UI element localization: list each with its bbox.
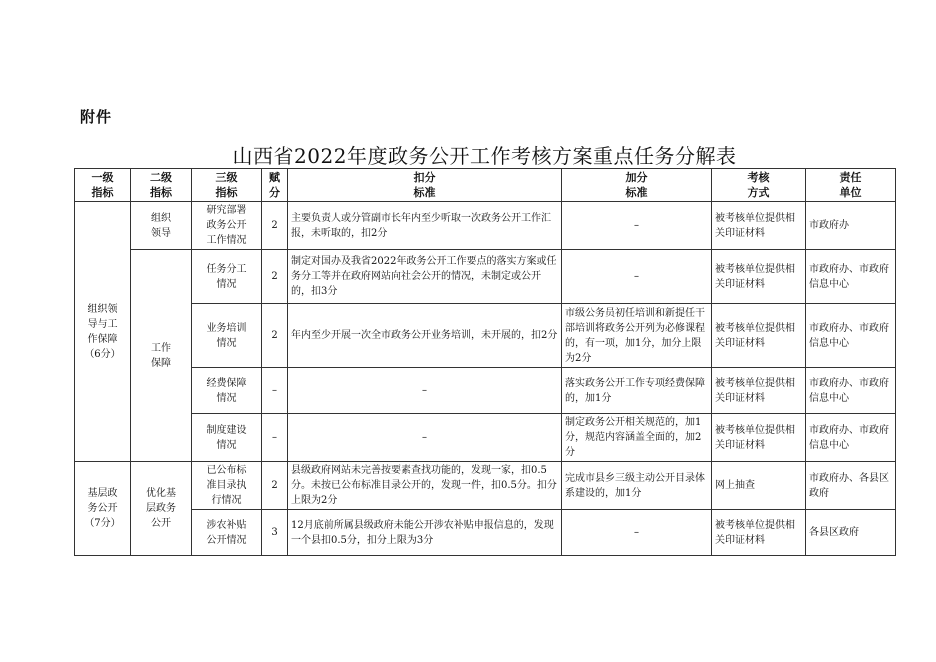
header-row: [75, 169, 896, 202]
deduct-cell: –: [288, 368, 562, 414]
deduct-cell: 主要负责人或分管副市长年内至少听取一次政务公开工作汇报，未听取的，扣2分: [288, 202, 562, 250]
table-row: [75, 250, 896, 304]
bonus-cell: 落实政务公开工作专项经费保障的，加1分: [562, 368, 712, 414]
unit-cell: 市政府办、市政府信息中心: [806, 250, 896, 304]
level3-cell: 经费保障 情况: [192, 368, 262, 414]
header-method: 考核 方式: [712, 169, 806, 202]
deduct-cell: 县级政府网站未完善按要素查找功能的，发现一家，扣0.5分。未按已公布标准目录公开的，发现一件，扣0.5分。扣分上限为2分: [288, 462, 562, 510]
bonus-cell: –: [562, 250, 712, 304]
score-cell: 3: [262, 510, 288, 556]
method-cell: 网上抽查: [712, 462, 806, 510]
bonus-cell: –: [562, 202, 712, 250]
task-breakdown-table: [74, 168, 896, 556]
bonus-cell: 市级公务员初任培训和新提任干部培训将政务公开列为必修课程的，有一项，加1分，加分上限为2分: [562, 304, 712, 368]
deduct-cell: 制定对国办及我省2022年政务公开工作要点的落实方案或任务分工等并在政府网站向社会公开的情况，未制定或公开的，扣3分: [288, 250, 562, 304]
header-level2: 二级 指标: [131, 169, 192, 202]
unit-cell: 市政府办: [806, 202, 896, 250]
header-unit: 责任 单位: [806, 169, 896, 202]
method-cell: 被考核单位提供相关印证材料: [712, 368, 806, 414]
level3-cell: 涉农补贴 公开情况: [192, 510, 262, 556]
bonus-cell: 完成市县乡三级主动公开目录体系建设的，加1分: [562, 462, 712, 510]
level1-cell: 组织领 导与工 作保障 （6分）: [75, 202, 131, 462]
score-cell: 2: [262, 304, 288, 368]
method-cell: 被考核单位提供相关印证材料: [712, 304, 806, 368]
header-level1: 一级 指标: [75, 169, 131, 202]
level3-cell: 业务培训 情况: [192, 304, 262, 368]
level3-cell: 研究部署 政务公开 工作情况: [192, 202, 262, 250]
level2-cell: 工作 保障: [131, 250, 192, 462]
score-cell: 2: [262, 250, 288, 304]
bonus-cell: –: [562, 510, 712, 556]
score-cell: 2: [262, 462, 288, 510]
document-title: 山西省2022年度政务公开工作考核方案重点任务分解表: [232, 144, 737, 168]
table-row: [75, 368, 896, 414]
deduct-cell: 年内至少开展一次全市政务公开业务培训，未开展的，扣2分: [288, 304, 562, 368]
score-cell: –: [262, 414, 288, 462]
header-level3: 三级 指标: [192, 169, 262, 202]
unit-cell: 市政府办、市政府信息中心: [806, 304, 896, 368]
method-cell: 被考核单位提供相关印证材料: [712, 510, 806, 556]
table-row: [75, 414, 896, 462]
table-row: [75, 510, 896, 556]
table-row: [75, 304, 896, 368]
method-cell: 被考核单位提供相关印证材料: [712, 414, 806, 462]
header-score: 赋 分: [262, 169, 288, 202]
attachment-label: 附件: [80, 108, 113, 126]
header-bonus: 加分 标准: [562, 169, 712, 202]
level2-cell: 优化基 层政务 公开: [131, 462, 192, 556]
method-cell: 被考核单位提供相关印证材料: [712, 202, 806, 250]
header-deduct: 扣分 标准: [288, 169, 562, 202]
unit-cell: 市政府办、市政府信息中心: [806, 414, 896, 462]
bonus-cell: 制定政务公开相关规范的，加1分，规范内容涵盖全面的，加2分: [562, 414, 712, 462]
deduct-cell: 12月底前所属县级政府未能公开涉农补贴申报信息的，发现一个县扣0.5分，扣分上限为3分: [288, 510, 562, 556]
unit-cell: 市政府办、各县区政府: [806, 462, 896, 510]
score-cell: 2: [262, 202, 288, 250]
level2-cell: 组织 领导: [131, 202, 192, 250]
unit-cell: 市政府办、市政府信息中心: [806, 368, 896, 414]
table-row: [75, 202, 896, 250]
deduct-cell: –: [288, 414, 562, 462]
unit-cell: 各县区政府: [806, 510, 896, 556]
table-row: [75, 462, 896, 510]
score-cell: –: [262, 368, 288, 414]
level3-cell: 任务分工 情况: [192, 250, 262, 304]
method-cell: 被考核单位提供相关印证材料: [712, 250, 806, 304]
level3-cell: 已公布标 准目录执 行情况: [192, 462, 262, 510]
level1-cell: 基层政 务公开 （7分）: [75, 462, 131, 556]
level3-cell: 制度建设 情况: [192, 414, 262, 462]
